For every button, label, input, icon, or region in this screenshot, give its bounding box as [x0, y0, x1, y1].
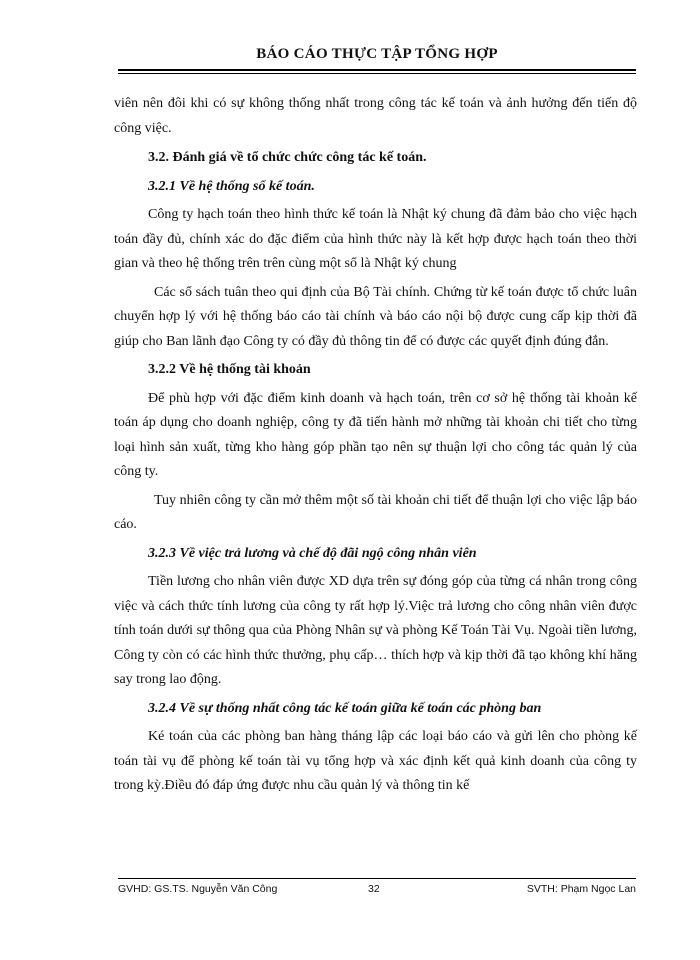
- footer-student: SVTH: Phạm Ngọc Lan: [526, 883, 636, 895]
- page-header-title: BÁO CÁO THỰC TẬP TỔNG HỢP: [256, 46, 498, 62]
- paragraph-3-2-2-a: Để phù hợp với đặc điểm kinh doanh và hạch toán, trên cơ sở hệ thống tài khoản kế toán áp dụng cho doanh nghiệp, công ty đã tiến hành mở những tài khoản chi tiết cho từng loại hình sản xuất, từng kho hàng góp phần tạo nên sự thuận lợi cho công tác quản lý của công ty.: [114, 390, 637, 479]
- subsection-heading-3-2-2: 3.2.2 Về hệ thống tài khoản: [148, 362, 311, 377]
- paragraph-3-2-3: Tiền lương cho nhân viên được XD dựa trên sự đóng góp của từng cá nhân trong công việc và cách thức tính lương của công ty rất hợp lý.Việc trả lương cho công nhân viên được tính toán dưới sự thông qua của Phòng Nhân sự và phòng Kế Toán Tài Vụ. Ngoài tiền lương, Công ty còn có các hình thức thưởng, phụ cấp… thích hợp và kịp thời đã tạo không khí hăng say trong lao động.: [114, 574, 637, 687]
- section-heading-3-2: 3.2. Đánh giá về tổ chức chức công tác kế toán.: [148, 150, 427, 165]
- header-divider: [118, 69, 636, 74]
- paragraph-3-2-4: Ké toán của các phòng ban hàng tháng lập các loại báo cáo và gửi lên cho phòng kế toán tài vụ để phòng kế toán tài vụ tổng hợp và xác định kết quả kinh doanh của công ty trong kỳ.Điều đó đáp ứng được nhu cầu quản lý và thông tin kế: [114, 729, 637, 793]
- document-body: [114, 92, 637, 799]
- footer-advisor: GVHD: GS.TS. Nguyễn Văn Công: [118, 883, 278, 895]
- subsection-heading-3-2-3: 3.2.3 Về việc trả lương và chế độ đãi ngộ công nhân viên: [148, 545, 477, 561]
- paragraph-3-2-1-a: Công ty hạch toán theo hình thức kế toán là Nhật ký chung đã đảm bảo cho việc hạch toán đầy đủ, chính xác do đặc điểm của hình thức này là kết hợp được hạch toán theo thời gian và theo hệ thống trên trên cùng một sổ là Nhật ký chung: [114, 207, 637, 271]
- paragraph-3-2-1-b: Các sổ sách tuân theo qui định của Bộ Tài chính. Chứng từ kế toán được tổ chức luân chuyển hợp lý với hệ thống báo cáo tài chính và báo cáo nội bộ được cung cấp kịp thời đã giúp cho Ban lãnh đạo Công ty có đầy đủ thông tin để có được các quyết định đúng đắn.: [114, 284, 637, 349]
- paragraph-continued: viên nên đôi khi có sự không thống nhất trong công tác kế toán và ảnh hưởng đến tiến độ công việc.: [114, 96, 637, 136]
- footer-divider: [118, 878, 636, 879]
- paragraph-3-2-2-b: Tuy nhiên công ty cần mở thêm một số tài khoản chi tiết để thuận lợi cho việc lập báo cáo.: [114, 492, 637, 532]
- page-number: 32: [368, 883, 380, 895]
- subsection-heading-3-2-4: 3.2.4 Về sự thống nhất công tác kế toán giữa kế toán các phòng ban: [148, 700, 542, 716]
- subsection-heading-3-2-1: 3.2.1 Về hệ thống sổ kế toán.: [148, 178, 315, 194]
